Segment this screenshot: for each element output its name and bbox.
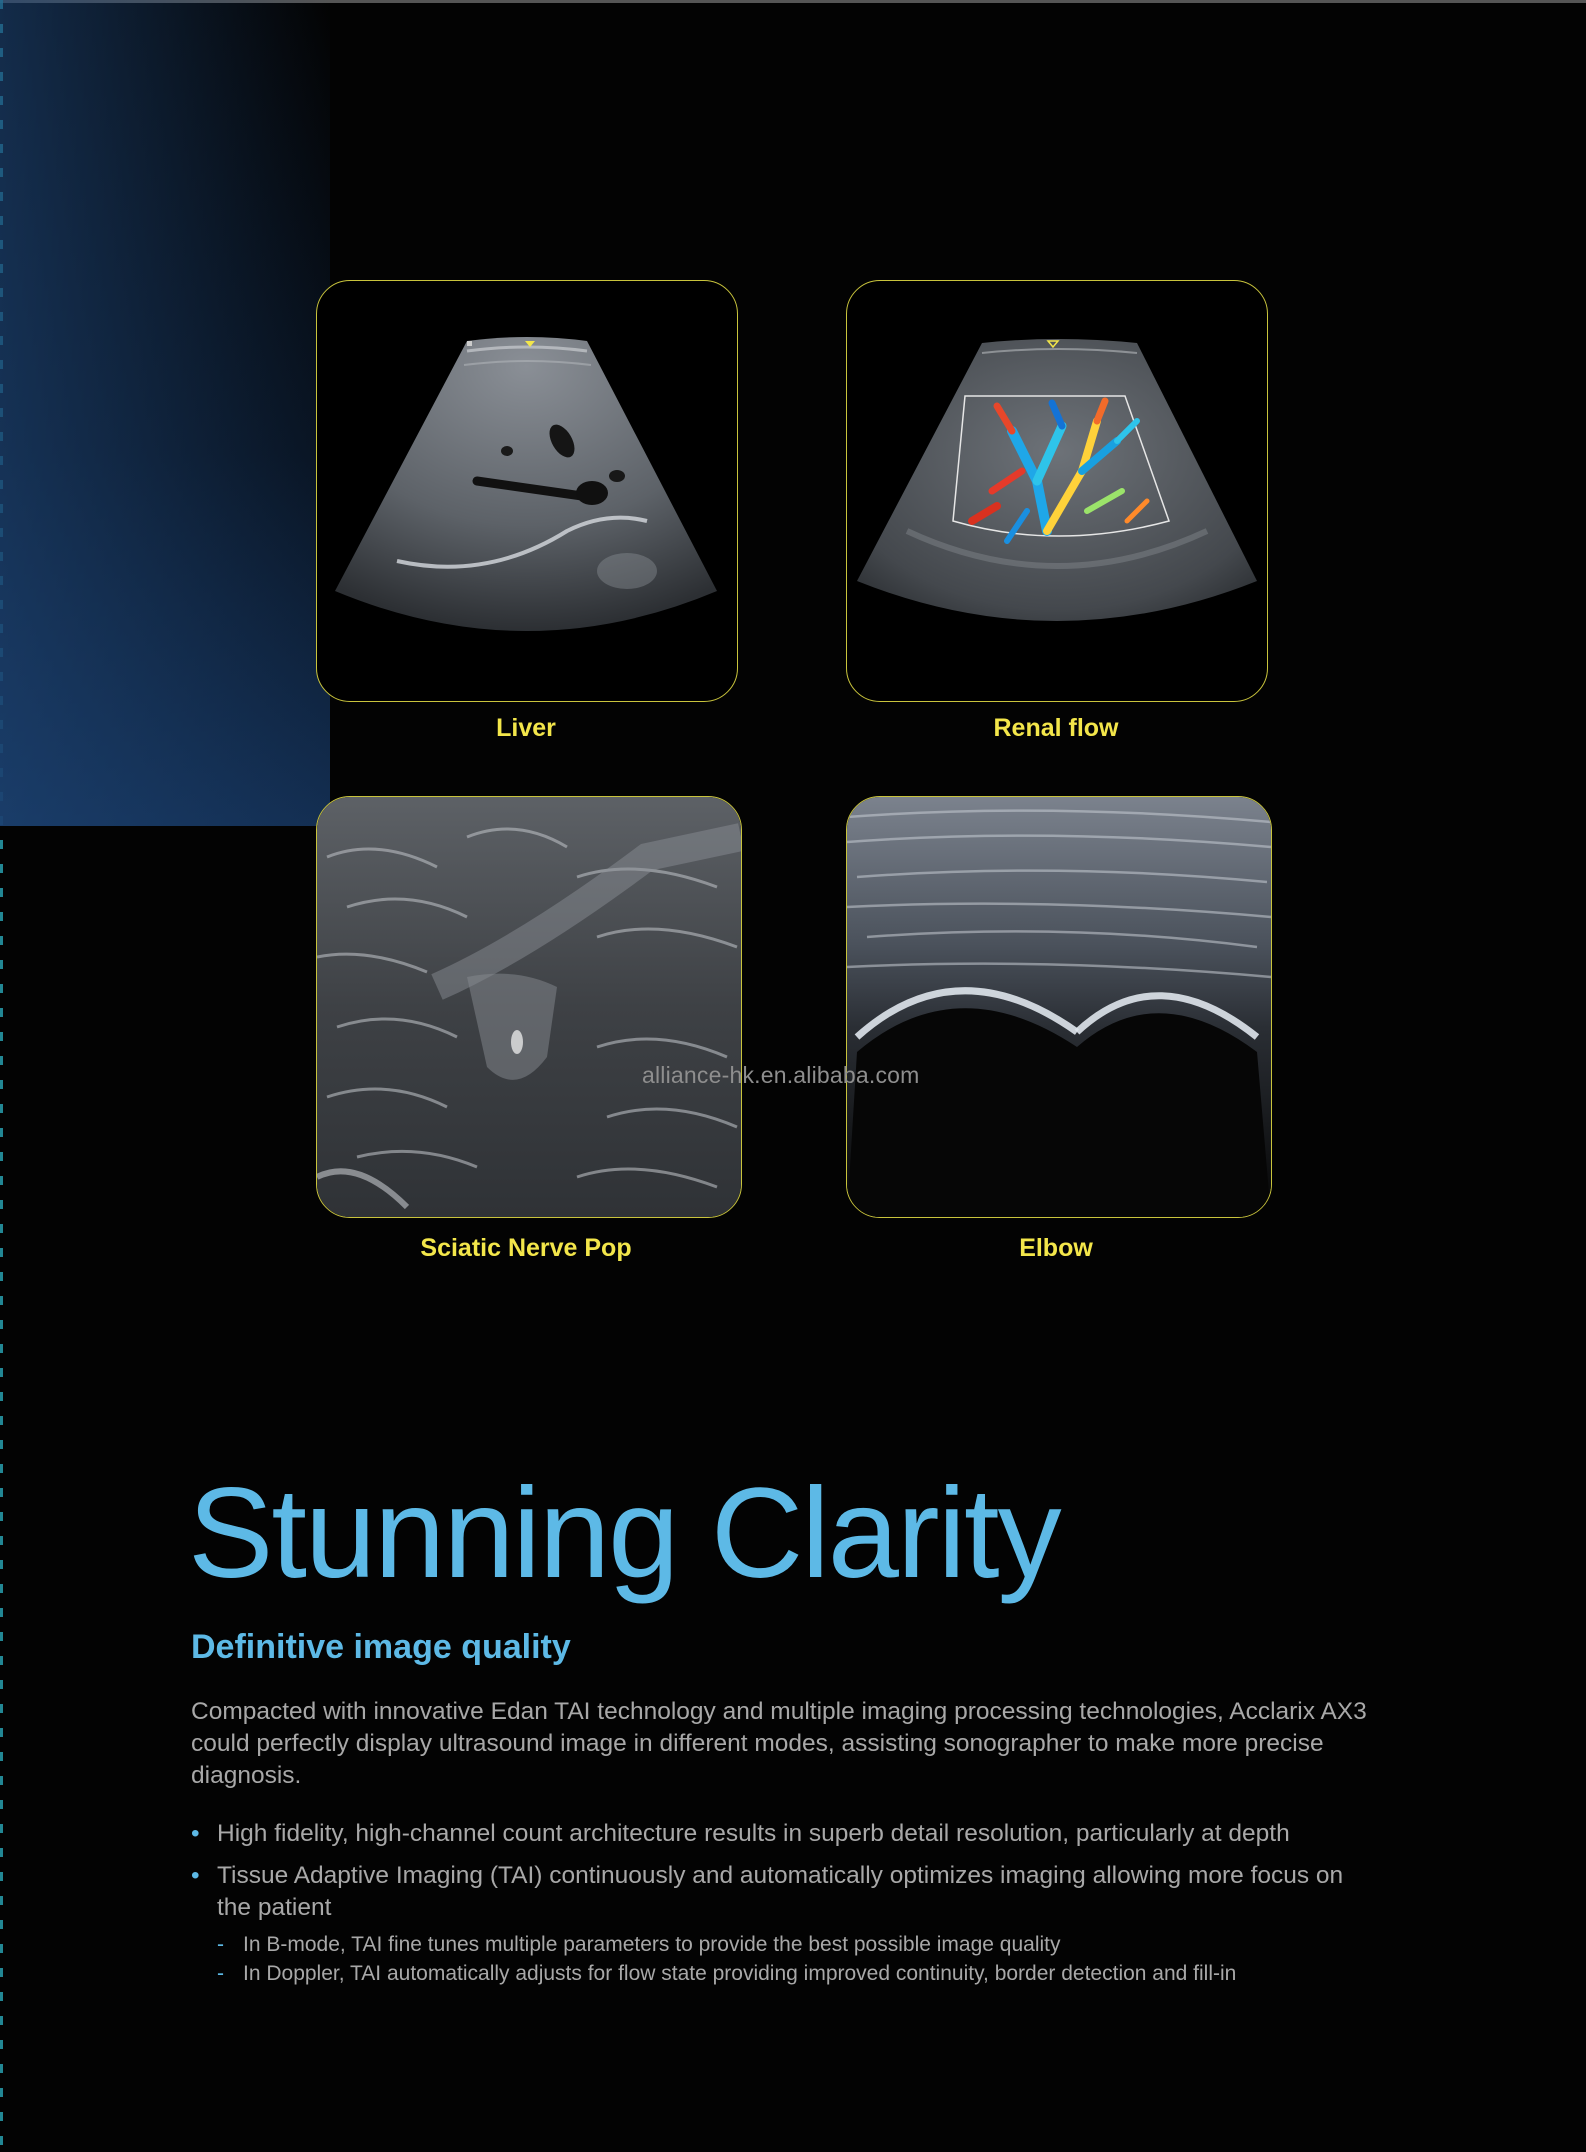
renal-flow-image-frame bbox=[846, 280, 1268, 702]
feature-sublist bbox=[217, 1930, 1371, 1988]
subheading: Definitive image quality bbox=[191, 1628, 571, 1666]
sub-feature-item bbox=[217, 1959, 1371, 1988]
renal-flow-caption: Renal flow bbox=[993, 714, 1119, 742]
feature-text: High fidelity, high-channel count architecture results in superb detail resolution, particularly at depth bbox=[217, 1820, 1290, 1847]
feature-item bbox=[191, 1860, 1371, 1988]
elbow-caption: Elbow bbox=[1019, 1234, 1093, 1262]
intro-paragraph: Compacted with innovative Edan TAI technology and multiple imaging processing technologies, Acclarix AX3 could perfectly display ultrasound image in different modes, assisting sonographer to make more precise diagnosis. bbox=[191, 1698, 1367, 1789]
bullet-dash: - bbox=[217, 1962, 224, 1985]
bullet-dot: • bbox=[191, 1862, 200, 1889]
renal-flow-ultrasound-image bbox=[847, 281, 1267, 701]
feature-item bbox=[191, 1818, 1371, 1850]
sciatic-nerve-image-frame bbox=[316, 796, 742, 1218]
sub-feature-text: In B-mode, TAI fine tunes multiple parameters to provide the best possible image quality bbox=[243, 1933, 1061, 1956]
headline: Stunning Clarity bbox=[188, 1462, 1060, 1605]
bullet-dot: • bbox=[191, 1820, 200, 1847]
liver-image-frame bbox=[316, 280, 738, 702]
watermark: alliance-hk.en.alibaba.com bbox=[642, 1062, 920, 1088]
feature-list bbox=[191, 1818, 1371, 1998]
sub-feature-item bbox=[217, 1930, 1371, 1959]
feature-text: Tissue Adaptive Imaging (TAI) continuously and automatically optimizes imaging allowing more focus on the patient bbox=[217, 1862, 1344, 1921]
liver-caption: Liver bbox=[496, 714, 556, 742]
sciatic-nerve-caption: Sciatic Nerve Pop bbox=[420, 1234, 632, 1262]
sub-feature-text: In Doppler, TAI automatically adjusts for flow state providing improved continuity, border detection and fill-in bbox=[243, 1962, 1237, 1985]
background-glow bbox=[0, 0, 330, 826]
elbow-image-frame bbox=[846, 796, 1272, 1218]
sciatic-nerve-ultrasound-image bbox=[317, 797, 741, 1217]
liver-ultrasound-image bbox=[317, 281, 737, 701]
bullet-dash: - bbox=[217, 1933, 224, 1956]
elbow-ultrasound-image bbox=[847, 797, 1271, 1217]
